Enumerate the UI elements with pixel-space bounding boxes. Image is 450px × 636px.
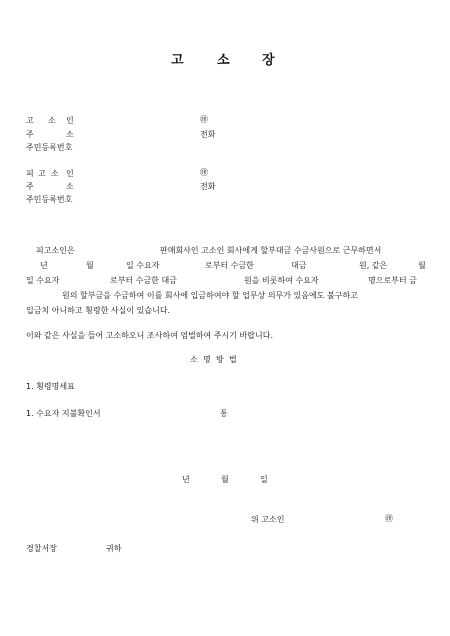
body-line2-c: 일 수요자 [126, 261, 160, 270]
defendant-phone-label: 전화 [200, 182, 216, 191]
document-title-char-1: 고 [171, 53, 184, 68]
body-line2-d: 로부터 수금한 [205, 261, 254, 270]
document-title-char-2: 소 [217, 53, 230, 68]
signature-label: 위 고소인 [251, 515, 285, 524]
body-line1-b: 판매회사인 고소인 회사에게 할부대금 수금사원으로 근무하면서 [160, 246, 382, 255]
date-month: 월 [221, 475, 229, 484]
defendant-seal: ㊞ [200, 168, 208, 177]
body-line5: 입금치 아니하고 횡령한 사실이 있습니다. [26, 306, 171, 315]
defendant-name-label-2: 고 [38, 169, 46, 178]
document-title-char-3: 장 [262, 53, 275, 68]
evidence-heading-2: 명 [203, 355, 211, 364]
complainant-address-label-2: 소 [66, 130, 74, 139]
body-line3-c: 원을 비롯하여 수요자 [244, 276, 319, 285]
body-line1-a: 피고소인은 [36, 246, 75, 255]
body-line4: 원의 할부금을 수금하여 이를 회사에 입금하여야 할 업무상 의무가 있음에도 불구하고 [62, 291, 358, 300]
defendant-name-label-3: 소 [51, 169, 59, 178]
recipient-office: 경찰서장 [26, 544, 57, 553]
body-line2-a: 년 [40, 261, 48, 270]
evidence-item-2-unit: 통 [220, 409, 228, 418]
body-line2-b: 월 [86, 261, 94, 270]
defendant-name-label-4: 인 [66, 169, 74, 178]
complainant-address-label-1: 주 [26, 130, 34, 139]
date-day: 일 [260, 475, 268, 484]
evidence-heading-3: 방 [216, 355, 224, 364]
complainant-id-label: 주민등록번호 [26, 143, 73, 152]
complainant-phone-label: 전화 [200, 130, 216, 139]
defendant-address-label-2: 소 [66, 182, 74, 191]
complainant-name-label-1: 고 [26, 116, 34, 125]
body-line3-d: 명으로부터 금 [368, 276, 417, 285]
body-line2-f: 원, 같은 [359, 261, 388, 270]
evidence-item-1: 1. 횡령명세표 [26, 382, 75, 391]
body-paragraph-2: 이와 같은 사실을 들어 고소하오니 조사하여 엄벌하여 주시기 바랍니다. [26, 331, 273, 340]
complainant-name-label-2: 소 [48, 116, 56, 125]
recipient-honorific: 귀하 [106, 544, 122, 553]
body-line3-b: 로부터 수금한 대금 [110, 276, 177, 285]
evidence-item-2: 1. 수요자 지불확인서 [26, 409, 101, 418]
date-year: 년 [182, 475, 190, 484]
body-line2-e: 대금 [291, 261, 307, 270]
signature-seal: ㊞ [385, 514, 393, 523]
evidence-heading-4: 법 [229, 355, 237, 364]
evidence-heading-1: 소 [190, 355, 198, 364]
defendant-address-label-1: 주 [26, 182, 34, 191]
defendant-name-label-1: 피 [26, 169, 34, 178]
body-line3-a: 일 수요자 [26, 276, 60, 285]
complainant-name-label-3: 인 [66, 116, 74, 125]
defendant-id-label: 주민등록번호 [26, 195, 73, 204]
body-line2-g: 월 [418, 261, 426, 270]
complainant-seal: ㊞ [200, 115, 208, 124]
